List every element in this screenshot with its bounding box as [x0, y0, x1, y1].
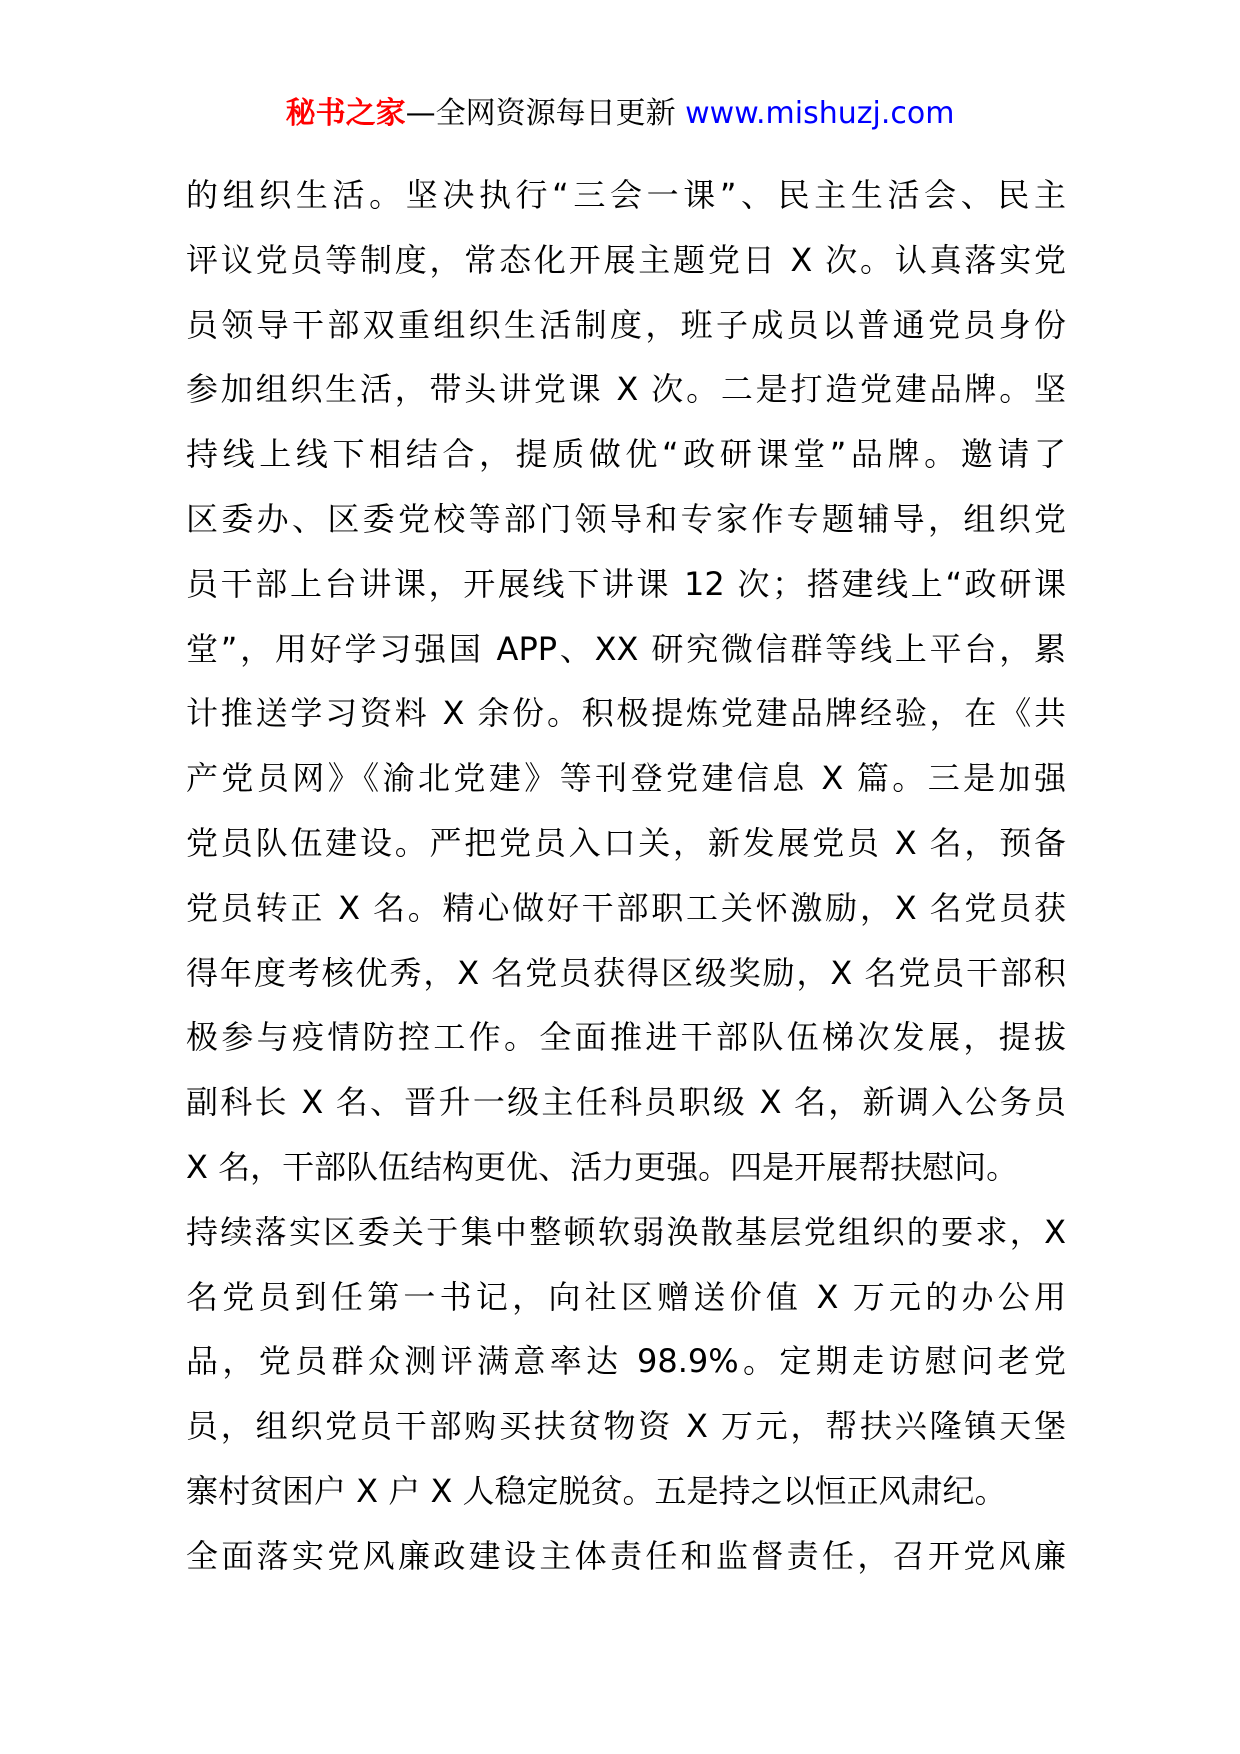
site-tagline: —全网资源每日更新: [405, 96, 676, 131]
text-line: 员干部上台讲课，开展线下讲课 12 次；搭建线上“政研课: [186, 564, 1066, 603]
text-line: 评议党员等制度，常态化开展主题党日 X 次。认真落实党: [186, 240, 1066, 279]
document-body: [186, 163, 1066, 1589]
text-line: 计推送学习资料 X 余份。积极提炼党建品牌经验，在《共: [186, 694, 1066, 733]
text-line: 品，党员群众测评满意率达 98.9%。定期走访慰问老党: [186, 1342, 1066, 1381]
text-line: 的组织生活。坚决执行“三会一课”、民主生活会、民主: [186, 176, 1066, 214]
text-line: 持线上线下相结合，提质做优“政研课堂”品牌。邀请了: [186, 435, 1066, 474]
text-line: 极参与疫情防控工作。全面推进干部队伍梯次发展，提拔: [186, 1018, 1066, 1057]
text-line: 员，组织党员干部购买扶贫物资 X 万元，帮扶兴隆镇天堡: [186, 1407, 1066, 1446]
text-line: 区委办、区委党校等部门领导和专家作专题辅导，组织党: [186, 499, 1066, 538]
text-line: 党员转正 X 名。精心做好干部职工关怀激励，X 名党员获: [186, 888, 1066, 927]
text-line: 持续落实区委关于集中整顿软弱涣散基层党组织的要求，X: [186, 1212, 1066, 1251]
text-line: X 名，干部队伍结构更优、活力更强。四是开展帮扶慰问。: [186, 1147, 1019, 1186]
site-header: [0, 94, 1240, 134]
text-line: 全面落实党风廉政建设主体责任和监督责任，召开党风廉: [186, 1536, 1066, 1575]
text-line: 堂”，用好学习强国 APP、XX 研究微信群等线上平台，累: [186, 629, 1066, 668]
text-line: 副科长 X 名、晋升一级主任科员职级 X 名，新调入公务员: [186, 1083, 1066, 1122]
text-line: 党员队伍建设。严把党员入口关，新发展党员 X 名，预备: [186, 823, 1066, 862]
text-line: 参加组织生活，带头讲党课 X 次。二是打造党建品牌。坚: [186, 370, 1066, 409]
text-line: 寨村贫困户 X 户 X 人稳定脱贫。五是持之以恒正风肃纪。: [186, 1471, 1007, 1510]
text-line: 名党员到任第一书记，向社区赠送价值 X 万元的办公用: [186, 1277, 1066, 1316]
text-line: 产党员网》《渝北党建》等刊登党建信息 X 篇。三是加强: [186, 759, 1066, 798]
site-url-link[interactable]: www.mishuzj.com: [685, 96, 955, 131]
text-line: 得年度考核优秀，X 名党员获得区级奖励，X 名党员干部积: [186, 953, 1066, 992]
site-brand: 秘书之家: [285, 96, 406, 131]
text-line: 员领导干部双重组织生活制度，班子成员以普通党员身份: [186, 305, 1066, 344]
